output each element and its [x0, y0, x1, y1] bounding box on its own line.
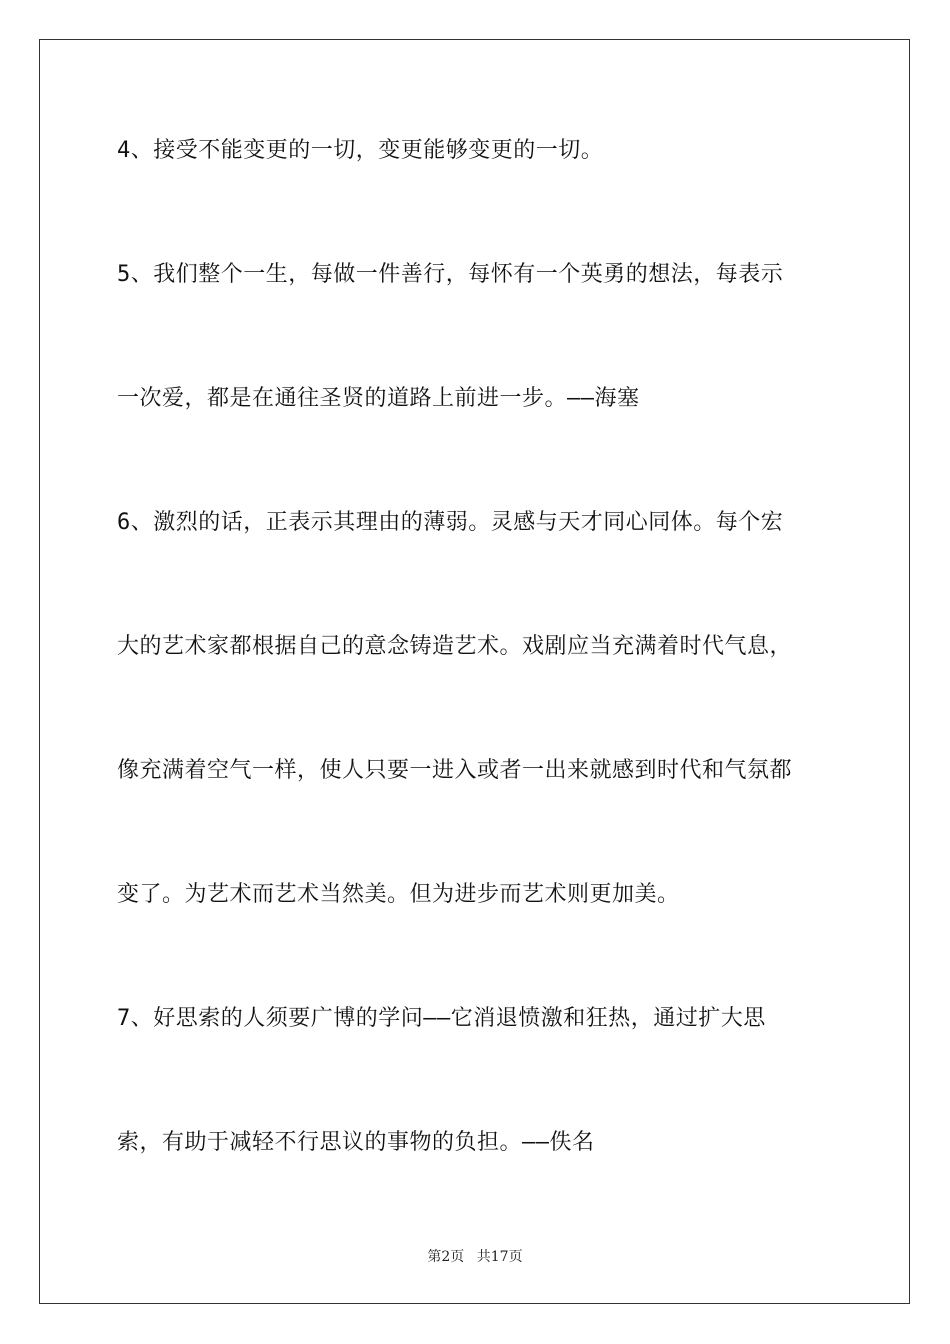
text-line-2: 5、我们整个一生，每做一件善行，每怀有一个英勇的想法，每表示 [117, 262, 784, 287]
text-line-3: 一次爱，都是在通往圣贤的道路上前进一步。——海塞 [117, 386, 640, 411]
text-line-1: 4、接受不能变更的一切，变更能够变更的一切。 [117, 138, 604, 163]
text-line-4: 6、激烈的话，正表示其理由的薄弱。灵感与天才同心同体。每个宏 [117, 510, 784, 535]
text-line-8: 7、好思索的人须要广博的学问——它消退愤激和狂热，通过扩大思 [117, 1006, 766, 1031]
page-total: 共17页 [476, 1249, 523, 1265]
text-line-9: 索，有助于减轻不行思议的事物的负担。——佚名 [117, 1130, 595, 1155]
page-border [39, 39, 910, 1304]
text-line-6: 像充满着空气一样，使人只要一进入或者一出来就感到时代和气氛都 [117, 758, 793, 783]
page-footer [0, 1248, 950, 1266]
page-number: 第2页 [427, 1249, 465, 1265]
text-line-5: 大的艺术家都根据自己的意念铸造艺术。戏剧应当充满着时代气息， [117, 634, 793, 659]
text-line-7: 变了。为艺术而艺术当然美。但为进步而艺术则更加美。 [117, 882, 680, 907]
